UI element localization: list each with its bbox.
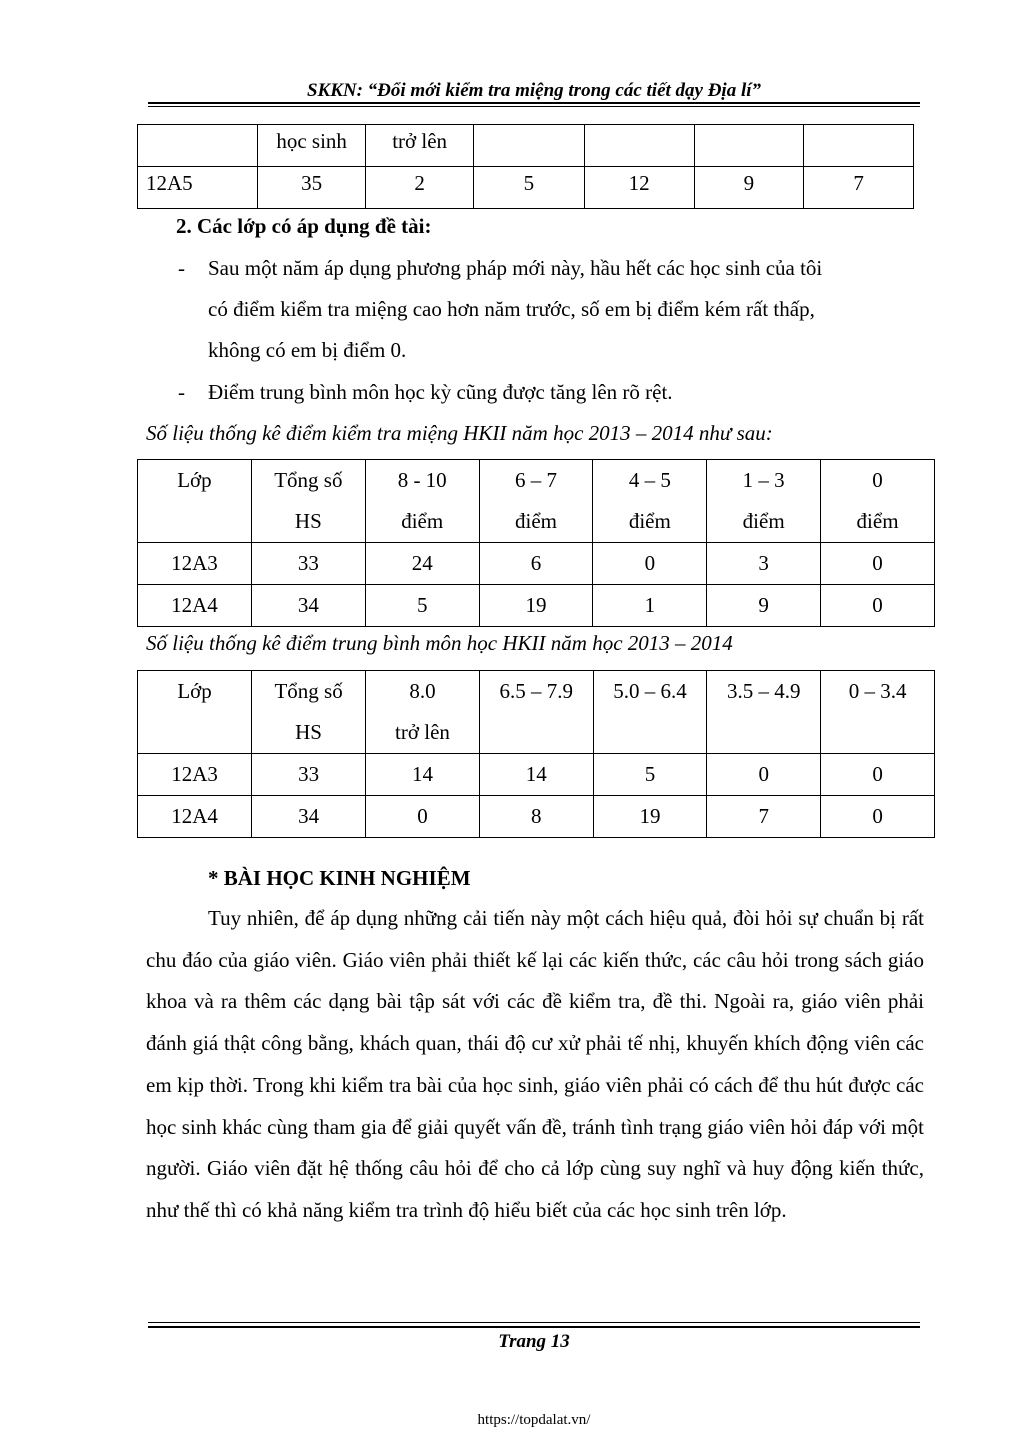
table-cell: 5 xyxy=(593,754,707,796)
table-header-cell: 8 - 10 điểm xyxy=(365,460,479,543)
bullet-dash: - xyxy=(178,256,185,280)
table-header-cell: Lớp xyxy=(138,671,252,754)
table-cell: 7 xyxy=(707,796,821,838)
table-cell xyxy=(584,125,694,167)
table-cell: 5 xyxy=(365,585,479,627)
table-cell: 9 xyxy=(694,167,804,209)
table-cell: 34 xyxy=(252,796,366,838)
table-continued xyxy=(137,124,914,209)
table-cell: 0 xyxy=(821,796,935,838)
table-cell: 12 xyxy=(584,167,694,209)
lesson-heading: * BÀI HỌC KINH NGHIỆM xyxy=(208,866,471,890)
table-caption: Số liệu thống kê điểm kiểm tra miệng HKII năm học 2013 – 2014 như sau: xyxy=(146,421,773,445)
lesson-paragraph: Tuy nhiên, để áp dụng những cải tiến này một cách hiệu quả, đòi hỏi sự chuẩn bị rất chu đáo của giáo viên. Giáo viên phải thiết kế lại các kiến thức, các câu hỏi trong sách giáo khoa và ra thêm các dạng bài tập sát với các đề kiểm tra, đề thi. Ngoài ra, giáo viên phải đánh giá thật công bằng, khách quan, thái độ cư xử phải tế nhị, khuyến khích động viên các em kịp thời. Trong khi kiểm tra bài của học sinh, giáo viên phải có cách để thu hút được các học sinh khác cùng tham gia để giải quyết vấn đề, tránh tình trạng giáo viên hỏi đáp với một người. Giáo viên đặt hệ thống câu hỏi để cho cả lớp cùng suy nghĩ và huy động kiến thức, như thế thì có khả năng kiểm tra trình độ hiểu biết của các học sinh trên lớp. xyxy=(146,906,924,1222)
table-cell: 24 xyxy=(365,543,479,585)
table-header-cell: Tổng số HS xyxy=(251,460,365,543)
table-cell xyxy=(804,125,914,167)
footer-rule-thin xyxy=(148,1322,920,1323)
table-header-cell: 6 – 7 điểm xyxy=(479,460,593,543)
table-cell: 1 xyxy=(593,585,707,627)
table-cell: 12A5 xyxy=(138,167,258,209)
header-rule-thin xyxy=(148,106,920,107)
bullet-text-line: Sau một năm áp dụng phương pháp mới này, hầu hết các học sinh của tôi xyxy=(208,256,823,280)
bullet-text-line: không có em bị điểm 0. xyxy=(208,338,407,362)
bullet-dash: - xyxy=(178,380,185,404)
table-cell: học sinh xyxy=(258,125,366,167)
table-cell: 34 xyxy=(251,585,365,627)
bullet-text-line: Điểm trung bình môn học kỳ cũng được tăng lên rõ rệt. xyxy=(208,380,673,404)
table-cell: 0 xyxy=(707,754,821,796)
source-url: https://topdalat.vn/ xyxy=(477,1412,591,1428)
table-row xyxy=(138,167,914,209)
table-header-row xyxy=(138,460,935,543)
table-cell: 0 xyxy=(821,754,935,796)
table-header-cell: 0 – 3.4 xyxy=(821,671,935,754)
bullet-text-line: có điểm kiểm tra miệng cao hơn năm trước, số em bị điểm kém rất thấp, xyxy=(208,297,815,321)
table-cell: 14 xyxy=(366,754,480,796)
table-cell: 0 xyxy=(593,543,707,585)
document-header-title: SKKN: “Đổi mới kiểm tra miệng trong các tiết dạy Địa lí” xyxy=(306,80,762,101)
table-cell: 3 xyxy=(707,543,821,585)
header-rule-thick xyxy=(148,102,920,104)
table-cell: 19 xyxy=(593,796,707,838)
table-header-cell: 0 điểm xyxy=(821,460,935,543)
table-cell: 35 xyxy=(258,167,366,209)
table-cell xyxy=(138,125,258,167)
table-header-cell: Tổng số HS xyxy=(252,671,366,754)
table-cell: trở lên xyxy=(366,125,474,167)
table-cell xyxy=(694,125,804,167)
footer-rule-thick xyxy=(148,1326,920,1328)
table-cell: 0 xyxy=(821,543,935,585)
table-cell: 19 xyxy=(479,585,593,627)
table-cell: 33 xyxy=(251,543,365,585)
table-cell: 33 xyxy=(252,754,366,796)
table-cell: 0 xyxy=(366,796,480,838)
table-cell: 12A3 xyxy=(138,543,252,585)
table-header-cell: 3.5 – 4.9 xyxy=(707,671,821,754)
table-cell: 5 xyxy=(474,167,585,209)
average-score-table xyxy=(137,670,935,838)
table-cell: 12A4 xyxy=(138,585,252,627)
table-row xyxy=(138,796,935,838)
table-header-cell: 1 – 3 điểm xyxy=(707,460,821,543)
table-cell: 8 xyxy=(479,796,593,838)
table-cell: 9 xyxy=(707,585,821,627)
table-header-cell: 6.5 – 7.9 xyxy=(479,671,593,754)
table-row xyxy=(138,543,935,585)
table-cell: 14 xyxy=(479,754,593,796)
section-heading: 2. Các lớp có áp dụng đề tài: xyxy=(176,214,432,238)
table-cell: 12A4 xyxy=(138,796,252,838)
table-cell: 6 xyxy=(479,543,593,585)
table-cell: 2 xyxy=(366,167,474,209)
page-number: Trang 13 xyxy=(498,1331,570,1352)
table-header-cell: 4 – 5 điểm xyxy=(593,460,707,543)
table-header-cell: 5.0 – 6.4 xyxy=(593,671,707,754)
table-cell: 7 xyxy=(804,167,914,209)
table-row xyxy=(138,585,935,627)
table-cell: 0 xyxy=(821,585,935,627)
table-cell: 12A3 xyxy=(138,754,252,796)
table-header-cell: Lớp xyxy=(138,460,252,543)
table-caption: Số liệu thống kê điểm trung bình môn học HKII năm học 2013 – 2014 xyxy=(146,631,733,655)
table-cell xyxy=(474,125,585,167)
table-row xyxy=(138,754,935,796)
oral-test-table xyxy=(137,459,935,627)
table-header-row xyxy=(138,671,935,754)
table-header-cell: 8.0 trở lên xyxy=(366,671,480,754)
table-row xyxy=(138,125,914,167)
